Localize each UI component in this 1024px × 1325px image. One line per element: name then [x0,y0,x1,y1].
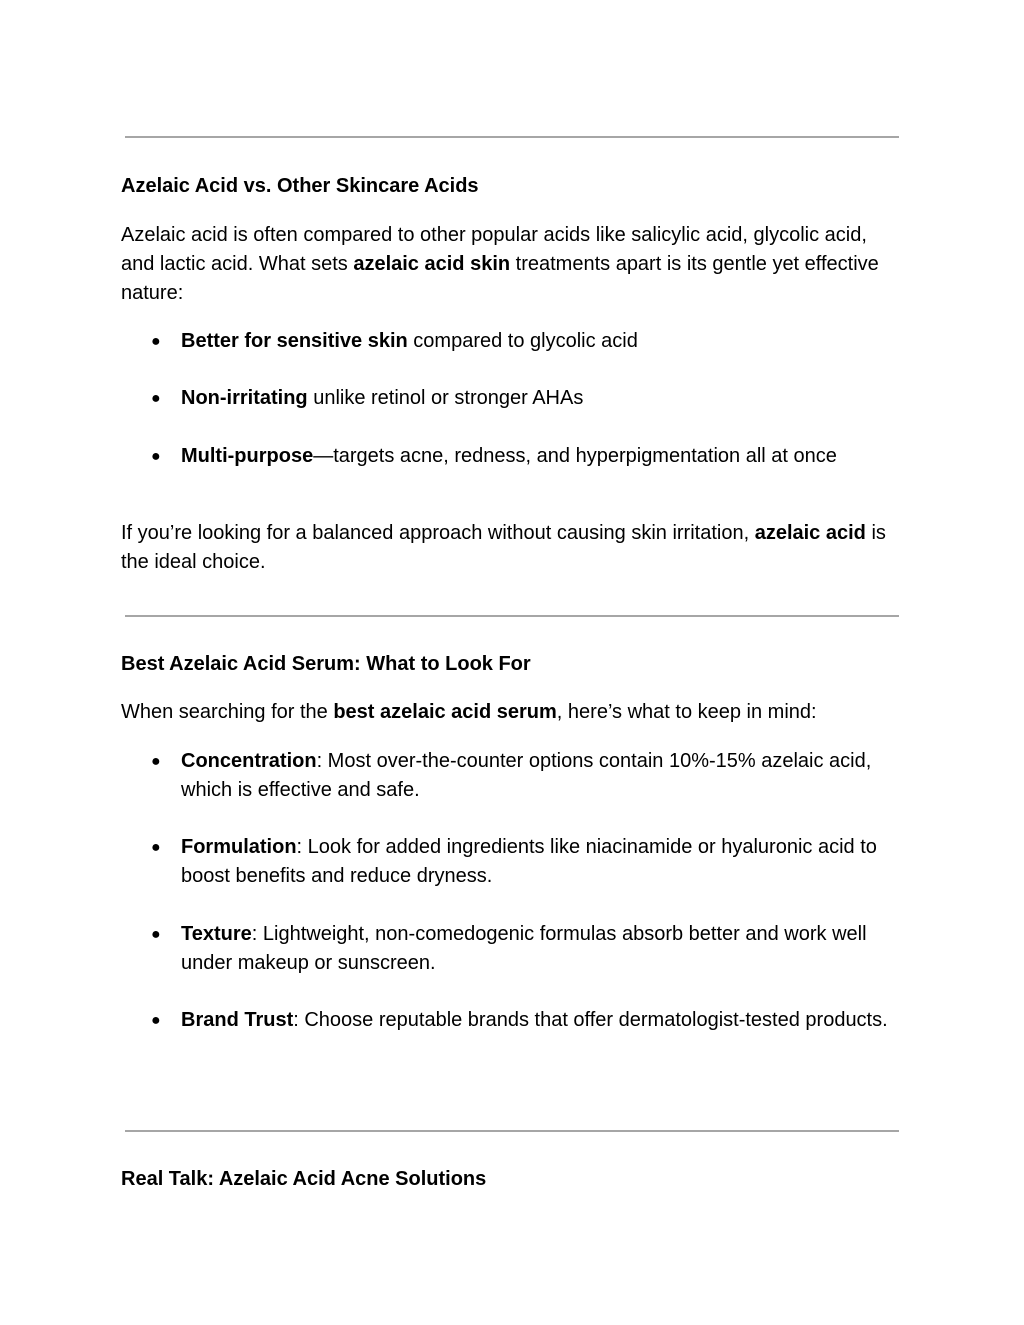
list-item-bold: Multi-purpose [181,445,314,467]
bullet-icon: ● [151,926,161,943]
serum-intro-paragraph [121,698,901,727]
intro-text: When searching for the [121,701,334,723]
intro-text: treatments apart is its gentle yet effective nature: [121,253,879,304]
list-item-bold: Better for sensitive skin [181,330,408,352]
bullet-icon: ● [151,839,161,856]
list-item [121,442,901,471]
bullet-icon: ● [151,1012,161,1029]
list-item-bold: Brand Trust [181,1009,294,1031]
list-item [121,327,901,356]
list-item [121,833,901,891]
intro-text: , here’s what to keep in mind: [556,701,817,723]
list-item-text: —targets acne, redness, and hyperpigmentation all at once [313,445,837,467]
list-item-text: : Most over-the-counter options contain 10%-15% azelaic acid, which is effective and safe. [181,750,872,801]
outro-text: If you’re looking for a balanced approach without causing skin irritation, [121,522,755,544]
divider-top [125,136,899,138]
comparison-intro-paragraph [121,221,901,308]
outro-bold-text: azelaic acid [754,522,866,544]
list-item [121,384,901,413]
list-item [121,920,901,978]
section-heading-acne: Real Talk: Azelaic Acid Acne Solutions [121,1168,487,1190]
list-item-bold: Formulation [181,836,297,858]
divider-bottom [125,1130,899,1132]
list-item-text: compared to glycolic acid [407,330,638,352]
section-heading-comparison: Azelaic Acid vs. Other Skincare Acids [121,175,479,197]
intro-text: Azelaic acid is often compared to other popular acids like salicylic acid, glycolic acid, and lactic acid. What sets [121,224,867,275]
list-item-bold: Non-irritating [181,387,308,409]
list-item-bold: Texture [181,923,252,945]
bullet-icon: ● [151,390,161,407]
list-item [121,1006,901,1035]
bullet-icon: ● [151,448,161,465]
intro-bold-text: best azelaic acid serum [333,701,557,723]
list-item [121,747,901,805]
list-item-bold: Concentration [181,750,317,772]
comparison-outro-paragraph [121,519,901,577]
outro-text: is the ideal choice. [121,522,886,573]
list-item-text: unlike retinol or stronger AHAs [307,387,584,409]
bullet-icon: ● [151,753,161,770]
divider-middle [125,615,899,617]
list-item-text: : Lightweight, non-comedogenic formulas absorb better and work well under makeup or sunscreen. [181,923,867,974]
section-heading-serum: Best Azelaic Acid Serum: What to Look For [121,653,531,675]
bullet-icon: ● [151,333,161,350]
intro-bold-text: azelaic acid skin [353,253,511,275]
list-item-text: : Choose reputable brands that offer dermatologist-tested products. [293,1009,888,1031]
list-item-text: : Look for added ingredients like niacinamide or hyaluronic acid to boost benefits and reduce dryness. [181,836,877,887]
